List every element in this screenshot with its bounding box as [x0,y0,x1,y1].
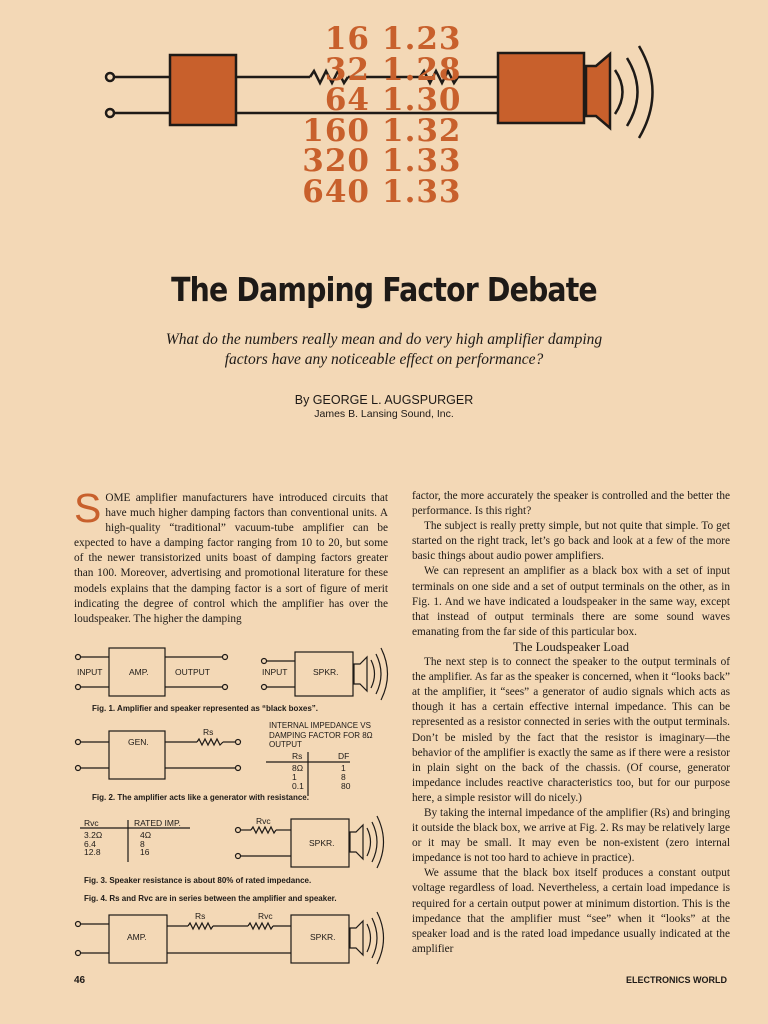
fig2rows-cell: 8Ω [292,763,304,773]
right-column [412,489,730,957]
fig2-table-title: INTERNAL IMPEDANCE VS DAMPING FACTOR FOR 8Ω OUTPUT [269,721,373,749]
byline: By GEORGE L. AUGSPURGER [294,393,474,407]
section-heading: The Loudspeaker Load [513,639,629,654]
fig4-rvc-label: Rvc [258,911,273,921]
hero-speaker-box [498,53,584,123]
drop-cap: S [74,485,102,531]
author-affiliation: James B. Lansing Sound, Inc. [314,408,454,420]
hero-df-0: 1.23 [382,21,462,57]
fig3rows-cell: 8 [140,838,145,849]
hero-amp-box [170,55,236,125]
hero-df-2: 1.30 [382,82,462,118]
hero-value-0: 16 [324,21,370,57]
hero-df-1: 1.28 [382,51,462,88]
article-title: The Damping Factor Debate [171,270,597,309]
fig3-rvc-label: Rvc [256,816,271,826]
fig3rows-cell: 6.4 [84,838,96,849]
article-subtitle: What do the numbers really mean and do very high amplifier damping factors have any noticeable effect on performance? [165,331,603,368]
fig3rows-cell: 12.8 [84,847,101,857]
fig1-input-label: INPUT [77,667,103,677]
fig3rows-cell: 3.2Ω [84,830,103,840]
fig1-caption: Fig. 1. Amplifier and speaker represented as “black boxes”. [92,704,319,713]
hero-value-2: 64 [324,82,370,118]
fig1-input2-label: INPUT [262,667,288,677]
fig4-caption: Fig. 4. Rs and Rvc are in series between the amplifier and speaker. [84,894,337,903]
fig2rows-cell: 0.1 [292,781,304,791]
fig2-col-rs: Rs [292,751,303,761]
hero-value-3: 160 [302,112,370,149]
fig4-spkr-label: SPKR. [310,932,336,942]
fig3-col-rvc: Rvc [84,818,99,828]
fig3-col-rated: RATED IMP. [134,818,181,828]
section-paragraph: By taking the internal impedance of the amplifier (Rs) and bringing it outside the black box, we arrive at Fig. 2. Rs may be relatively large or it may be small. It may even be non-existent (zero internal impedance is not too hard to achieve in practice). [412,806,730,865]
figures-art [70,640,400,970]
fig1-amp-label: AMP. [129,667,149,677]
hero-df-4: 1.33 [382,143,462,179]
fig2rows-cell: 80 [341,781,351,791]
fig3rows-cell: 4Ω [140,830,152,840]
left-column [74,485,388,627]
fig4-rs-label: Rs [195,911,206,921]
right-paragraph: We can represent an amplifier as a black box with a set of input terminals on one side and a set of output terminals on the other, as in Fig. 1. And we have indicated a loudspeaker in the same way, except that instead of output terminals there are some sound waves emanating from the far side of this particular box. [412,565,730,638]
section-paragraph: The next step is to connect the speaker to the output terminals of the amplifier. As far as the speaker is concerned, when it “looks back” at the amplifier, it “sees” a generator of audio signals which acts as though it has a certain effective internal impedance. This can be represented as a resistor connected in series with the output terminals. Don’t be misled by the fact that the resistor is imaginary—the behavior of the amplifier is exactly the same as if there were a resistor in plain sight on the back of the chassis. (Of course, generator impedance includes reactive characteristics too, but for our purpose here, a simple resistor will do nicely.) [412,656,730,804]
intro-paragraph: OME amplifier manufacturers have introduced circuits that have much higher damping factors than conventional units. A high-quality “traditional” vacuum-tube amplifier can be expected to have a damping factor ranging from 10 to 20, but some of the newer transistorized units boast of damping factors greater than 100. Moreover, advertising and promotional literature for these models explains that the damping factor is a sort of figure of merit indicating the degree of control which the amplifier has over the loudspeaker. The higher the damping [74,492,388,625]
hero-df-5: 1.33 [382,173,462,210]
fig2-col-df: DF [338,751,350,761]
right-paragraphs [412,489,730,640]
fig2-rs-label: Rs [203,727,214,737]
fig2rows-cell: 1 [292,772,297,782]
right-paragraph: The subject is really pretty simple, but not quite that simple. To get started on the right track, let’s go back and look at a few of the more basic things about audio power amplifiers. [412,520,730,563]
fig1-spkr-label: SPKR. [313,667,339,677]
fig2rows-cell: 8 [341,772,346,782]
hero-value-5: 640 [302,173,370,210]
fig2-gen-label: GEN. [128,737,149,747]
hero-value-4: 320 [302,143,370,179]
fig2rows-cell: 1 [341,763,346,773]
hero-illustration [0,0,768,250]
right-paragraph: factor, the more accurately the speaker is controlled and the better the performance. Is this right? [412,490,730,518]
section-paragraphs [412,655,730,957]
page-number: 46 [74,975,86,986]
section-paragraph: We assume that the black box itself produces a constant output voltage regardless of load. Nevertheless, a certain load impedance is required for a certain output power at minimum distortion. This is the impedance that the amplifier must “see” when it “looks” at the speaker load and is the rated load impedance usually indicated at the amplifier [412,867,730,955]
hero-df-3: 1.32 [382,112,462,149]
fig4-amp-label: AMP. [127,932,147,942]
magazine-name: ELECTRONICS WORLD [626,975,727,985]
hero-value-1: 32 [324,51,370,88]
fig3-spkr-label: SPKR. [309,838,335,848]
hero-speaker-cone [586,54,610,128]
fig3-caption: Fig. 3. Speaker resistance is about 80% of rated impedance. [84,876,312,885]
fig2-caption: Fig. 2. The amplifier acts like a generator with resistance. [92,793,309,802]
fig3rows-cell: 16 [140,847,150,857]
fig1-output-label: OUTPUT [175,667,210,677]
